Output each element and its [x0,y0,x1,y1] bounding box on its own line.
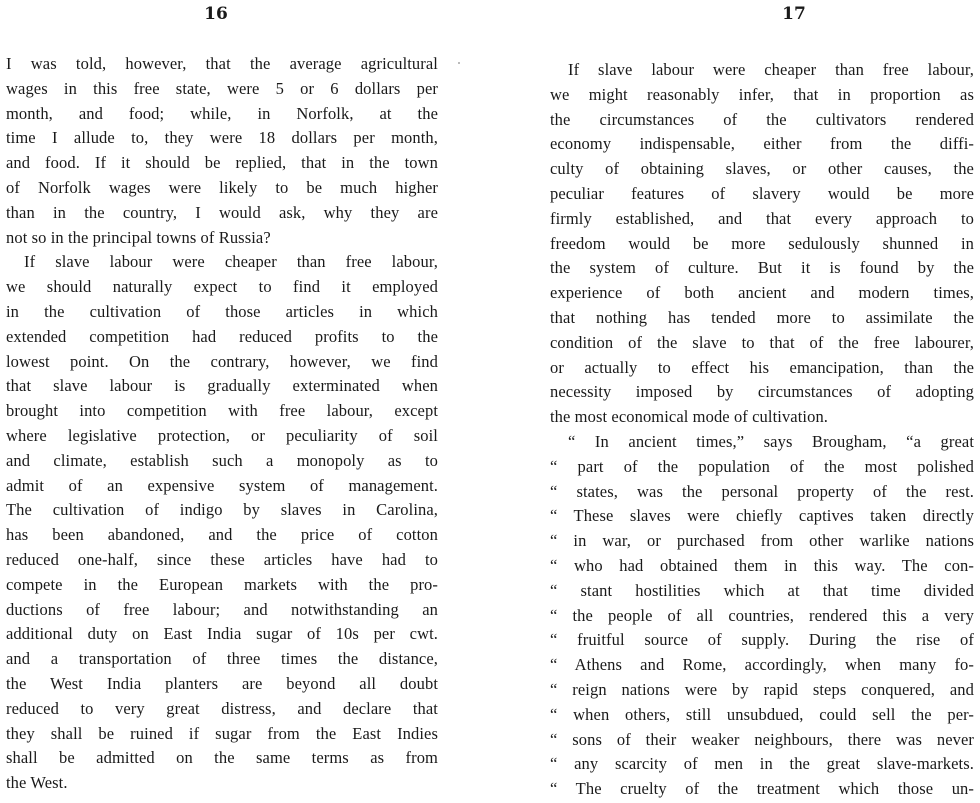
text-line: firmly established, and that every approach to [550,208,974,228]
text-line: admit of an expensive system of management. [6,475,438,495]
text-line: shall be admitted on the same terms as from [6,748,438,768]
text-line: economy indispensable, either from the diffi- [550,134,974,154]
text-line: If slave labour were cheaper than free labour, [24,252,438,272]
text-line: “ when others, still unsubdued, could sell the per- [550,704,974,724]
text-line: I was told, however, that the average agricultural [6,54,438,73]
text-line: wages in this free state, were 5 or 6 dollars per [6,78,438,98]
text-line: brought into competition with free labour, except [6,401,438,421]
text-line: necessity imposed by circumstances of adopting [550,382,974,402]
gutter-speck [458,62,460,64]
text-line: “ In ancient times,” says Brougham, “a great [568,431,974,451]
right-page-number: 17 [782,4,806,24]
text-line: that slave labour is gradually exterminated when [6,376,438,396]
text-line: “ in war, or purchased from other warlike nations [550,531,974,551]
text-line: “ Athens and Rome, accordingly, when many fo- [550,655,974,675]
text-line: than in the country, I would ask, why they are [6,202,438,222]
text-line: condition of the slave to that of the free labourer, [550,332,974,352]
text-line: ductions of free labour; and notwithstanding an [6,599,438,619]
right-page-text [550,58,974,802]
text-line: “ These slaves were chiefly captives taken directly [550,506,974,526]
text-line: culty of obtaining slaves, or other causes, the [550,159,974,179]
text-line: month, and food; while, in Norfolk, at the [6,103,438,123]
text-line: not so in the principal towns of Russia? [6,227,271,247]
text-line: If slave labour were cheaper than free labour, [568,60,974,79]
text-line: where legislative protection, or peculiarity of soil [6,425,438,445]
text-line: additional duty on East India sugar of 10s per cwt. [6,624,438,644]
text-line: that nothing has tended more to assimilate the [550,307,974,327]
text-line: “ sons of their weaker neighbours, there was never [550,729,974,749]
text-line: “ states, was the personal property of the rest. [550,481,974,501]
text-line: the West. [6,773,68,793]
text-line: time I allude to, they were 18 dollars per month, [6,128,438,148]
text-line: The cultivation of indigo by slaves in Carolina, [6,500,438,520]
text-line: experience of both ancient and modern times, [550,283,974,303]
text-line: or actually to effect his emancipation, than the [550,357,974,377]
text-line: “ reign nations were by rapid steps conquered, and [550,679,974,699]
text-line: and climate, establish such a monopoly as to [6,450,438,470]
text-line: freedom would be more sedulously shunned in [550,233,974,253]
left-page-number: 16 [204,4,228,24]
left-page-text [6,52,438,796]
text-line: we should naturally expect to find it employed [6,277,438,297]
text-line: “ part of the population of the most polished [550,456,974,476]
text-line: “ any scarcity of men in the great slave-markets. [550,754,974,774]
text-line: reduced to very great distress, and declare that [6,698,438,718]
text-line: of Norfolk wages were likely to be much higher [6,177,438,197]
text-line: the most economical mode of cultivation. [550,407,829,427]
text-line: “ who had obtained them in this way. The con- [550,555,974,575]
text-line: and a transportation of three times the distance, [6,649,438,669]
text-line: has been abandoned, and the price of cotton [6,525,438,545]
text-line: reduced one-half, since these articles have had to [6,549,438,569]
text-line: the West India planters are beyond all doubt [6,673,438,693]
text-line: “ the people of all countries, rendered this a very [550,605,974,625]
text-line: “ The cruelty of the treatment which those un- [550,779,974,799]
text-line: “ stant hostilities which at that time divided [550,580,974,600]
text-line: compete in the European markets with the pro- [6,574,438,594]
text-line: the system of culture. But it is found by the [550,258,974,278]
text-line: and food. If it should be replied, that in the town [6,153,438,173]
text-line: lowest point. On the contrary, however, we find [6,351,438,371]
text-line: we might reasonably infer, that in proportion as [550,84,974,104]
text-line: the circumstances of the cultivators rendered [550,109,974,129]
text-line: they shall be ruined if sugar from the East Indies [6,723,438,743]
text-line: extended competition had reduced profits to the [6,326,438,346]
text-line: “ fruitful source of supply. During the rise of [550,630,974,650]
text-line: peculiar features of slavery would be more [550,183,974,203]
text-line: in the cultivation of those articles in which [6,301,438,321]
